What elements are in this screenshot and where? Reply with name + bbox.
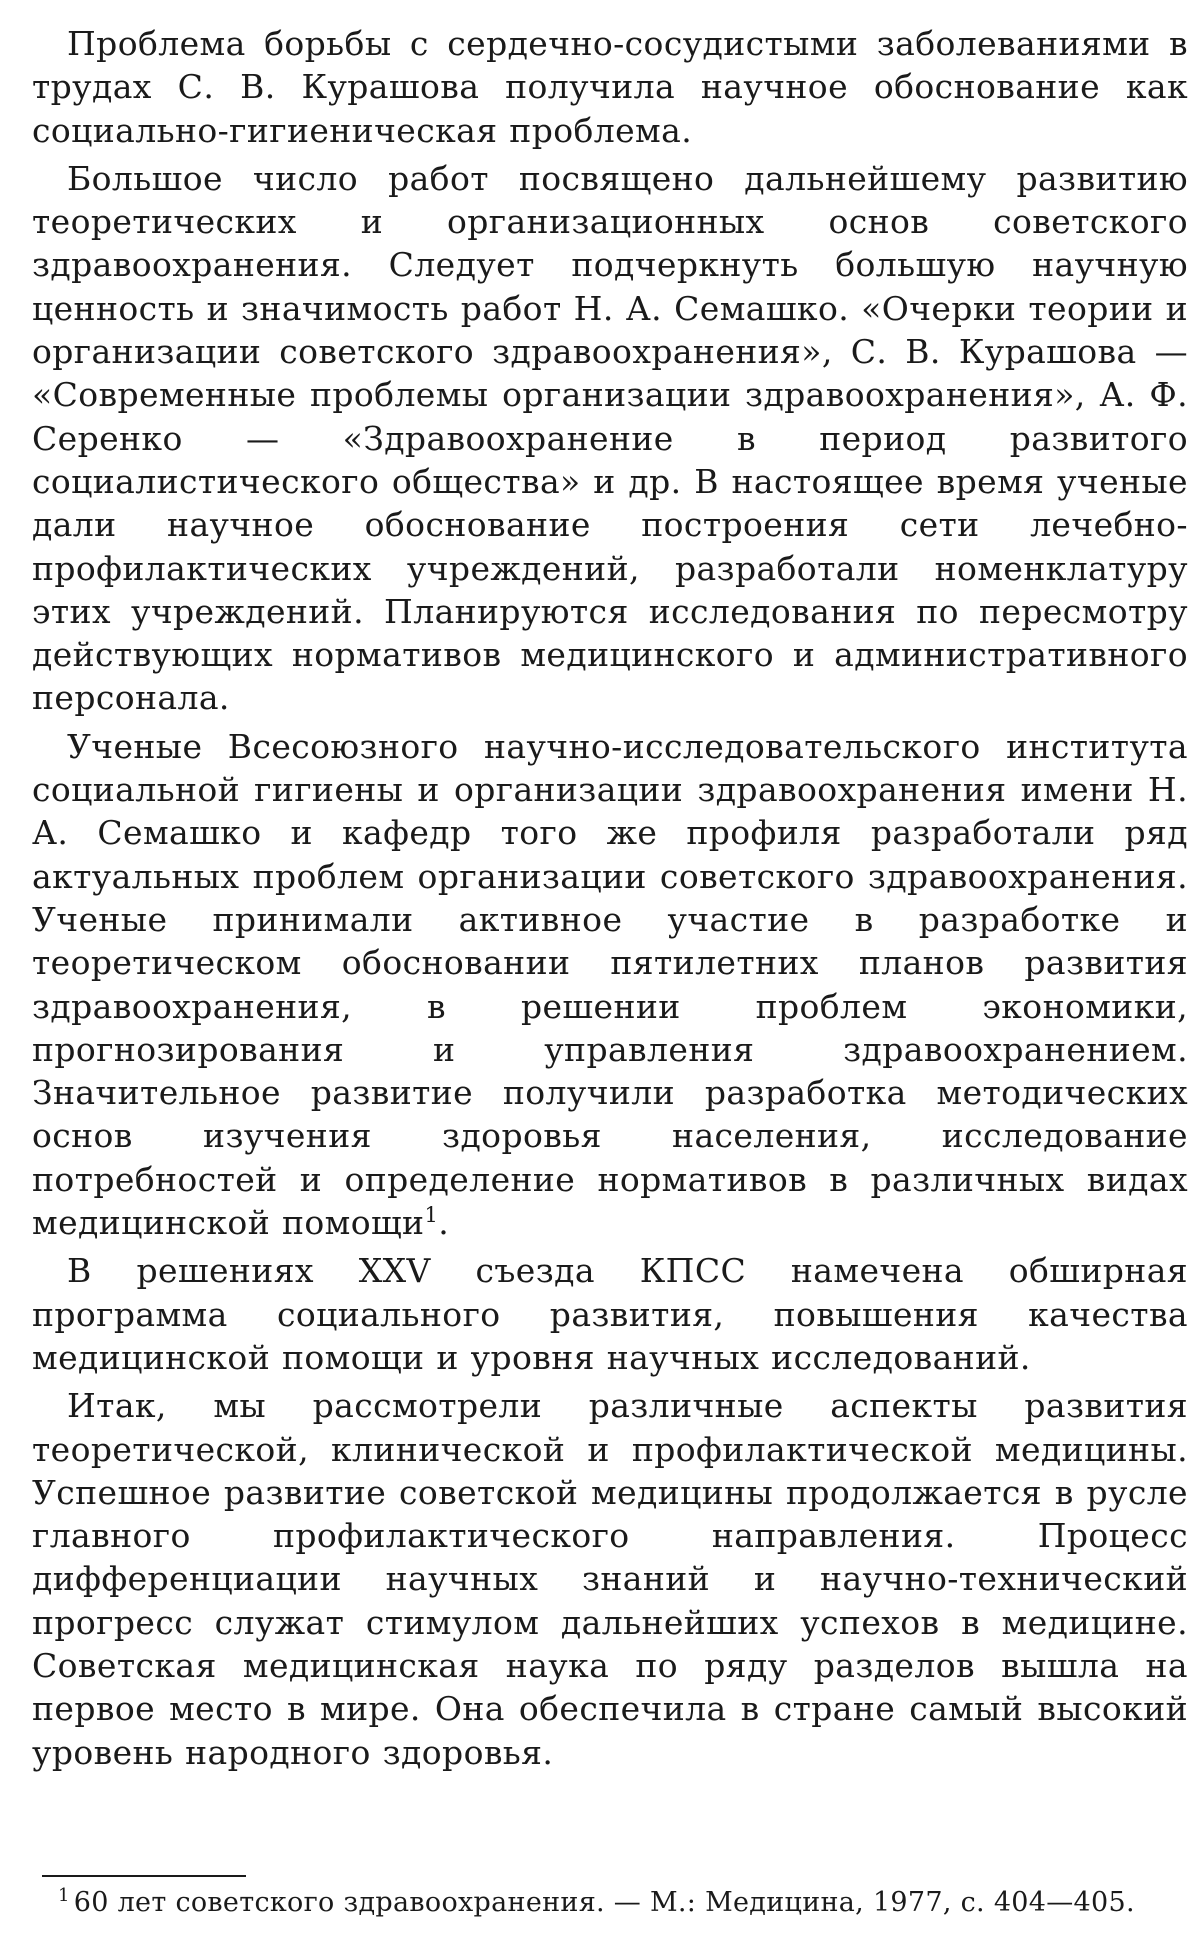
paragraph-kurashov-cardiovascular: Проблема борьбы с сердечно-сосудистыми заболеваниями в трудах С. В. Курашова получила научное обоснование как социально-гигиеническая проблема. (32, 24, 1188, 150)
paragraph-semashko-institute (32, 725, 1188, 1245)
paragraph-conclusion: Итак, мы рассмотрели различные аспекты развития теоретической, клинической и профилактической медицины. Успешное развитие советской медицины продолжается в русле главного профилактического направления. Процесс дифференциации научных знаний и научно-технический прогресс служат стимулом дальнейших успехов в медицине. Советская медицинская наука по ряду разделов вышла на первое место в мире. Она обеспечила в стране самый высокий уровень народного здоровья. (32, 1386, 1188, 1772)
paragraph-xxv-congress: В решениях XXV съезда КПСС намечена обширная программа социального развития, повышения качества медицинской помощи и уровня научных исследований. (32, 1251, 1188, 1377)
footnote-reference: 1 (424, 1203, 439, 1228)
body-text (32, 22, 1188, 1774)
footnote-entry (32, 1884, 1188, 1921)
paragraph-text: Ученые Всесоюзного научно-исследовательского института социальной гигиены и организации здравоохранения имени Н. А. Семашко и кафедр того же профиля разработали ряд актуальных проблем организации советского здравоохранения. Ученые принимали активное участие в разработке и теоретическом обосновании пятилетних планов развития здравоохранения, в решении проблем экономики, прогнозирования и управления здравоохранением. Значительное развитие получили разработка методических основ изучения здоровья населения, исследование потребностей и определение нормативов в различных видах медицинской помощи (32, 726, 1188, 1243)
book-page (32, 22, 1188, 1942)
footnote-divider (42, 1875, 246, 1877)
footnote-text: 60 лет советского здравоохранения. — М.: Медицина, 1977, с. 404—405. (73, 1887, 1135, 1918)
footnote (32, 1884, 1188, 1921)
footnote-mark: 1 (58, 1885, 70, 1906)
paragraph-end-punctuation: . (438, 1203, 450, 1243)
paragraph-organization-theory: Большое число работ посвящено дальнейшему развитию теоретических и организационных основ советского здравоохранения. Следует подчеркнуть большую научную ценность и значимость работ Н. А. Семашко. «Очерки теории и организации советского здравоохранения», С. В. Курашова — «Современные проблемы организации здравоохранения», А. Ф. Серенко — «Здравоохранение в период развитого социалистического общества» и др. В настоящее время ученые дали научное обоснование построения сети лечебно-профилактических учреждений, разработали номенклатуру этих учреждений. Планируются исследования по пересмотру действующих нормативов медицинского и административного персонала. (32, 158, 1188, 718)
